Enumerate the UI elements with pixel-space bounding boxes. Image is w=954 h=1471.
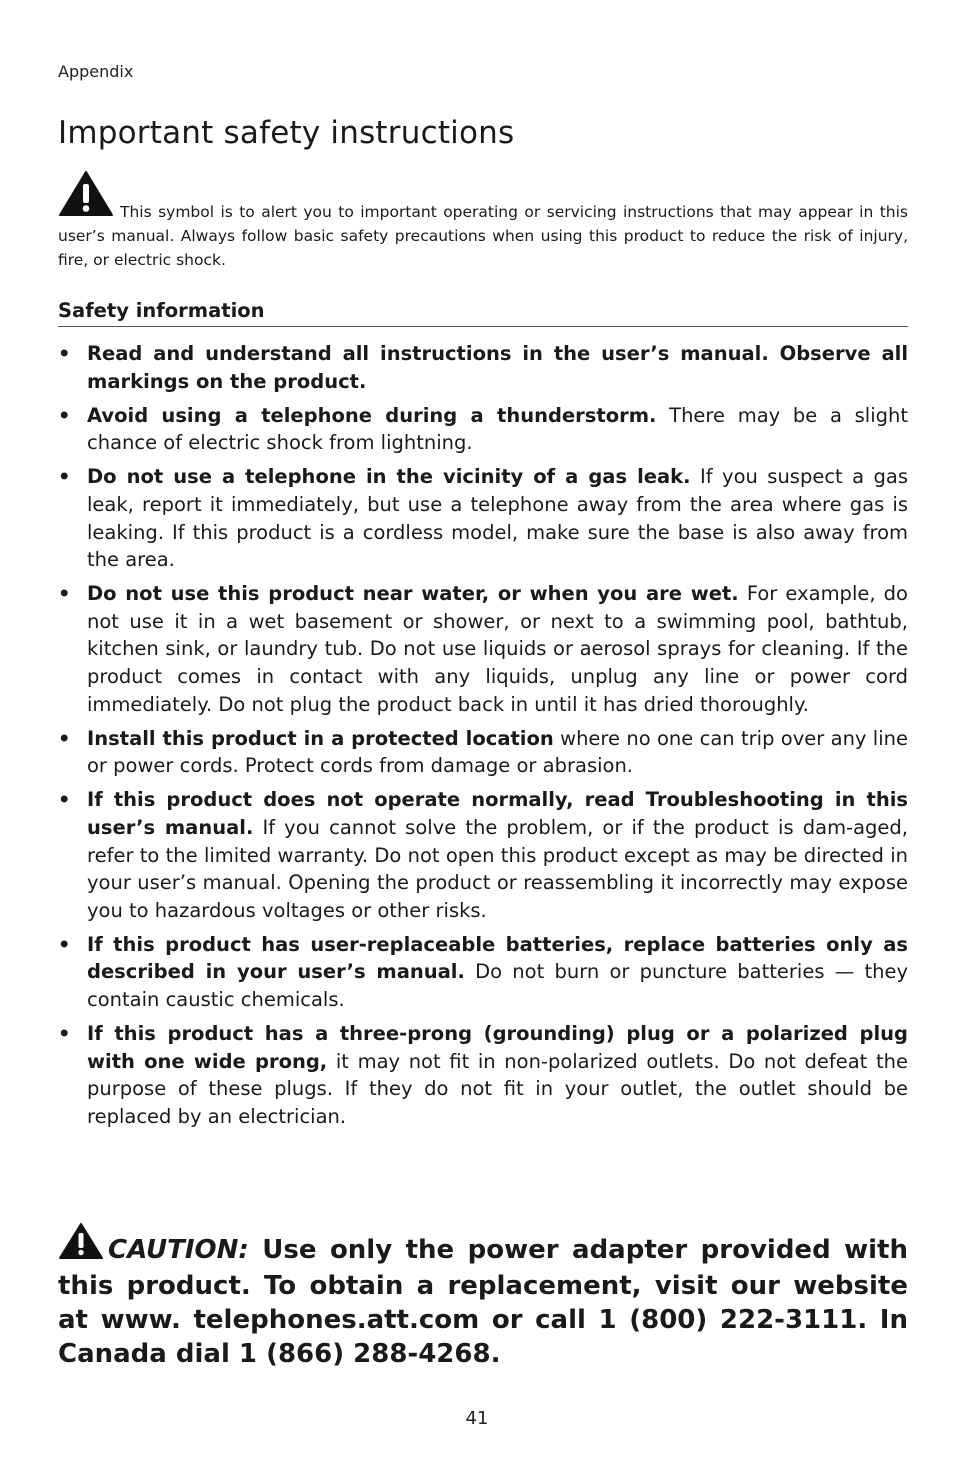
list-item [58, 786, 908, 924]
item-text: where no one can trip over any line or power cords. Protect cords from damage or abrasion. [87, 726, 908, 778]
item-bold: Avoid using a telephone during a thunderstorm. [87, 403, 657, 427]
caution-label: CAUTION: [108, 1235, 249, 1265]
item-text: For example, do not use it in a wet basement or shower, or next to a swimming pool, bathtub, kitchen sink, or laundry tub. Do not use liquids or aerosol sprays for cleaning. If the product comes in contact with any liquids, unplug any line or power cord immediately. Do not plug the product back in until it has dried thoroughly. [87, 582, 908, 716]
page-number: 41 [465, 1408, 489, 1429]
safety-list [58, 340, 908, 1137]
list-item [58, 463, 908, 573]
list-item [58, 931, 908, 1014]
section-label: Appendix [58, 62, 134, 81]
bullet: • [58, 726, 71, 750]
item-text: it may not fit in non-polarized outlets. Do not defeat the purpose of these plugs. If they do not fit in your outlet, the outlet should be replaced by an electrician. [87, 1049, 908, 1128]
list-item [58, 725, 908, 780]
item-text: There may be a slight chance of electric shock from lightning. [87, 403, 908, 455]
bullet: • [58, 582, 71, 606]
list-item [58, 402, 908, 457]
warning-triangle-icon [58, 1222, 104, 1269]
caution-text: Use only the power adapter provided with this product. To obtain a replacement, visit our website at www. telephones.att.com or call 1 (800) 222-3111. In Canada dial 1 (866) 288-4268. [58, 1235, 908, 1369]
item-bold: Do not use this product near water, or when you are wet. [87, 582, 739, 606]
item-bold: Read and understand all instructions in the user’s manual. Observe all markings on the product. [87, 342, 908, 393]
item-text: If you cannot solve the problem, or if the product is dam-aged, refer to the limited warranty. Do not open this product except as may be directed in your user’s manual. Opening the product or reassembling it incorrectly may expose you to hazardous voltages or other risks. [87, 816, 908, 922]
item-bold: Install this product in a protected location [87, 726, 554, 750]
bullet: • [58, 1022, 71, 1046]
warning-triangle-icon [58, 170, 114, 224]
item-text: Do not burn or puncture batteries — they contain caustic chemicals. [87, 960, 908, 1012]
safety-heading: Safety information [58, 299, 908, 327]
list-item [58, 340, 908, 395]
page-title: Important safety instructions [58, 115, 515, 151]
bullet: • [58, 788, 71, 812]
item-bold: Do not use a telephone in the vicinity of a gas leak. [87, 465, 691, 489]
item-bold: If this product does not operate normally, read Troubleshooting in this user’s manual. [87, 788, 908, 839]
list-item [58, 1020, 908, 1130]
item-text: If you suspect a gas leak, report it immediately, but use a telephone away from the area where gas is leaking. If this product is a cordless model, make sure the base is also away from the area. [87, 465, 909, 572]
caution-notice [58, 1222, 908, 1371]
bullet: • [58, 932, 71, 956]
item-bold: If this product has user-replaceable batteries, replace batteries only as described in your user’s manual. [87, 932, 908, 984]
intro-text: This symbol is to alert you to important operating or servicing instructions that may appear in this user’s manual. Always follow basic safety precautions when using this product to reduce the risk of injury, fire, or electric shock. [58, 203, 908, 269]
bullet: • [58, 465, 71, 489]
bullet: • [58, 342, 71, 365]
intro-paragraph [58, 170, 908, 272]
list-item [58, 580, 908, 718]
item-bold: If this product has a three-prong (grounding) plug or a polarized plug with one wide prong, [87, 1022, 908, 1073]
bullet: • [58, 403, 71, 427]
